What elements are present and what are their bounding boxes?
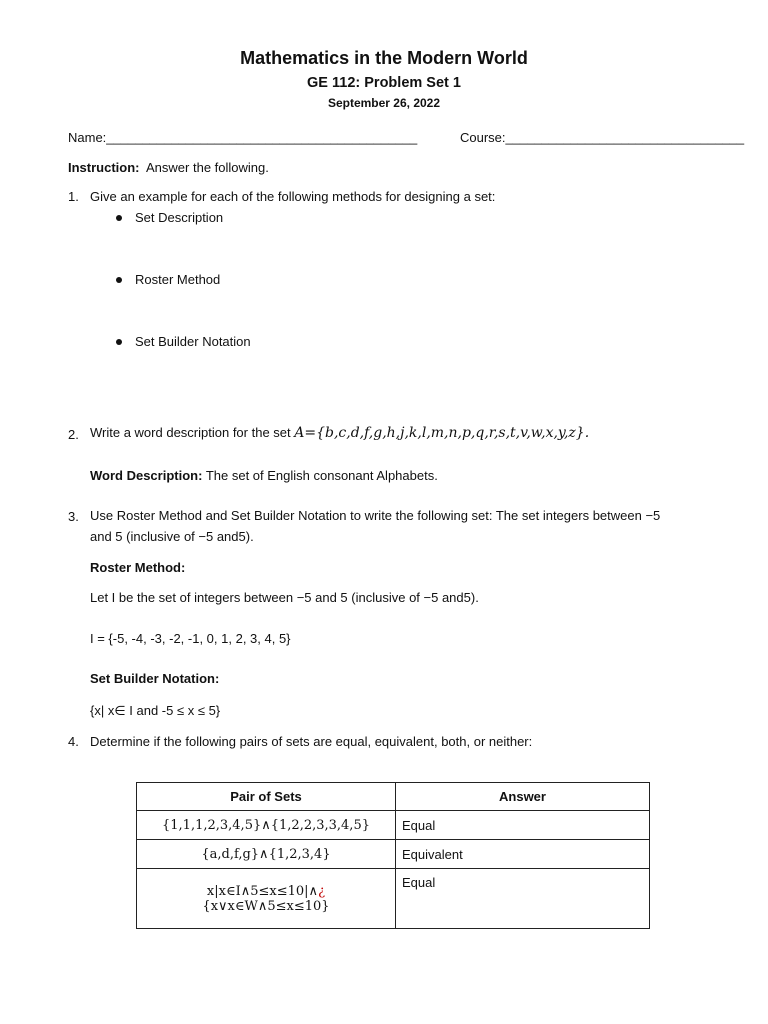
- table-row: [137, 840, 650, 869]
- word-description-label: Word Description:: [90, 468, 203, 483]
- roster-intro: Let I be the set of integers between −5 and 5 (inclusive of −5 and5).: [90, 590, 479, 605]
- answer-cell: Equal: [396, 811, 650, 840]
- q1-text: Give an example for each of the following methods for designing a set:: [90, 189, 496, 204]
- table-header-pair: Pair of Sets: [137, 783, 396, 811]
- instruction-text: Answer the following.: [146, 160, 269, 175]
- document-subtitle: GE 112: Problem Set 1: [307, 75, 461, 91]
- course-field: Course:_________________________________: [460, 130, 745, 145]
- roster-method-label: Roster Method:: [90, 560, 186, 575]
- pair-line-1: [137, 884, 395, 899]
- q2-answer: [90, 468, 438, 483]
- document-title: Mathematics in the Modern World: [240, 48, 528, 68]
- q2-set-expression: A={b,c,d,f,g,h,j,k,l,m,n,p,q,r,s,t,v,w,x,y,z}.: [294, 425, 590, 441]
- table-row: [137, 811, 650, 840]
- document-date: September 26, 2022: [327, 96, 441, 110]
- pair-line-2: {x∨x∈W∧5≤x≤10}: [202, 898, 330, 914]
- pair-line-1-text: x|x∈I∧5≤x≤10|∧: [206, 883, 319, 899]
- pair-cell: {a,d,f,g}∧{1,2,3,4}: [137, 840, 396, 869]
- pair-cell: [137, 869, 396, 929]
- q3-line-2: and 5 (inclusive of −5 and5).: [90, 529, 254, 544]
- table-header-answer: Answer: [396, 783, 650, 811]
- q3-number: 3.: [68, 509, 79, 524]
- q2-number: 2.: [68, 427, 79, 442]
- q4-text: Determine if the following pairs of sets are equal, equivalent, both, or neither:: [90, 734, 533, 749]
- bullet-icon: [116, 215, 122, 221]
- set-builder-label: Set Builder Notation:: [90, 671, 220, 686]
- q2-text: Write a word description for the set: [90, 425, 291, 440]
- bullet-icon: [116, 339, 122, 345]
- word-description-text: The set of English consonant Alphabets.: [205, 468, 438, 483]
- instruction-line: [68, 160, 269, 175]
- name-field: Name:___________________________________________: [68, 130, 418, 145]
- answer-cell: Equal: [396, 869, 650, 929]
- bullet-icon: [116, 277, 122, 283]
- answer-cell: Equivalent: [396, 840, 650, 869]
- q1-bullet-1: Set Description: [135, 210, 224, 225]
- instruction-label: Instruction:: [68, 160, 140, 175]
- pair-cell: {1,1,1,2,3,4,5}∧{1,2,2,3,3,4,5}: [137, 811, 396, 840]
- q1-bullet-3: Set Builder Notation: [135, 334, 251, 349]
- q2-line: [90, 425, 589, 441]
- roster-set: I = {-5, -4, -3, -2, -1, 0, 1, 2, 3, 4, 5}: [90, 631, 291, 646]
- sets-table: [136, 782, 650, 929]
- table-row: [137, 869, 650, 929]
- q3-line-1: Use Roster Method and Set Builder Notation to write the following set: The set integers between −5: [90, 508, 661, 523]
- q4-number: 4.: [68, 734, 79, 749]
- q1-number: 1.: [68, 189, 79, 204]
- q1-bullet-2: Roster Method: [135, 272, 221, 287]
- pair-line-1-mark: ¿: [318, 883, 326, 899]
- table-header-row: [137, 783, 650, 811]
- set-builder-expression: {x| x∈ I and -5 ≤ x ≤ 5}: [90, 703, 221, 718]
